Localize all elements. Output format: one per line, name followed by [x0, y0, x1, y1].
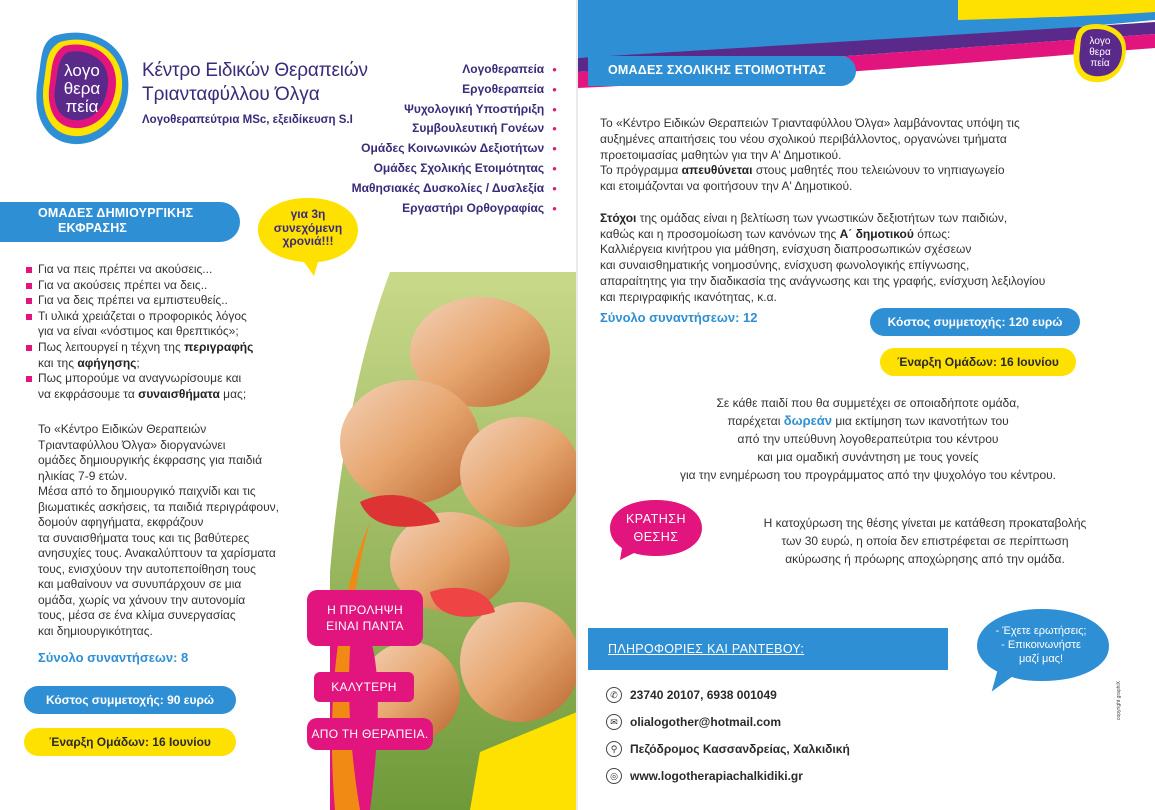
- slogan-bubble-2: [312, 670, 416, 704]
- copyright-note: copyright graphiX: [1116, 681, 1122, 720]
- email-icon: ✉: [606, 714, 622, 730]
- booking-bubble: [608, 498, 704, 562]
- web-icon: ◎: [606, 768, 622, 784]
- free-line: παρέχεται δωρεάν μια εκτίμηση των ικανοτήτων του: [727, 413, 1009, 428]
- bullet-item-cont: για να είναι «νόστιμος και θρεπτικός»;: [38, 324, 239, 339]
- booking-line-1: ΚΡΑΤΗΣΗ: [625, 512, 687, 526]
- creative-expression-banner: [0, 202, 248, 242]
- service-item: Ομάδες Σχολικής Ετοιμότητας ●: [352, 159, 557, 179]
- para1-line: ομάδες δημιουργικής έκφρασης για παιδιά: [38, 453, 263, 467]
- para2-line: τα συναισθήματα τους και τις βαθύτερες: [38, 530, 250, 545]
- logo-line-3: πεία: [65, 97, 99, 116]
- goals-list-line: και συναισθηματικής νοημοσύνης, ενίσχυση φωνολογικής επίγνωσης,: [600, 258, 970, 273]
- slogan-2: ΚΑΛΥΤΕΡΗ: [331, 680, 397, 694]
- contact-address: [606, 738, 850, 760]
- banner-line-2: ΕΚΦΡΑΣΗΣ: [58, 221, 128, 235]
- goals-line-2: καθώς και η προσομοίωση των κανόνων της Α΄ δημοτικού όπως:: [600, 226, 951, 241]
- center-name: [142, 60, 368, 126]
- right-page: [578, 0, 1155, 810]
- booking-line-2: ΘΕΣΗΣ: [633, 530, 679, 544]
- para2-line: ομάδα, χωρίς να χάνουν την αυτονομία: [38, 592, 246, 607]
- bullet-item: Για να ακούσεις πρέπει να δεις..: [26, 278, 253, 294]
- contact-email[interactable]: [606, 711, 850, 733]
- booking-text-line: ακύρωσης ή πρόωρης αποχώρησης από την ομάδα.: [785, 552, 1065, 566]
- contact-website-text: www.logotherapiachalkidiki.gr: [630, 769, 803, 783]
- free-assessment-text: [618, 394, 1118, 484]
- logo: [34, 30, 130, 148]
- logo-line-2: θερα: [63, 79, 101, 98]
- para2-line: τους, ενισχύουν την αυτοπεποίθηση τους: [38, 561, 256, 576]
- questions-bubble: [974, 606, 1114, 698]
- info-banner-title: ΠΛΗΡΟΦΟΡΙΕΣ ΚΑΙ ΡΑΝΤΕΒΟΥ:: [608, 642, 805, 656]
- center-subtitle: Λογοθεραπεύτρια MSc, εξειδίκευση S.I: [142, 114, 353, 126]
- questions-line-2: - Επικοινωνήστε: [1001, 639, 1081, 651]
- para2-line: και μαθαίνουν να συνυπάρχουν σε μια: [38, 577, 242, 591]
- target-line: Το πρόγραμμα απευθύνεται στους μαθητές που τελειώνουν το νηπιαγωγείο: [600, 163, 1005, 178]
- slogan-1-line-2: ΕΙΝΑΙ ΠΑΝΤΑ: [326, 619, 404, 633]
- total-meetings-left: Σύνολο συναντήσεων: 8: [38, 650, 189, 665]
- contact-website[interactable]: [606, 765, 850, 787]
- bullet-item: Τι υλικά χρειάζεται ο προφορικός λόγος: [26, 309, 253, 325]
- booking-text-line: των 30 ευρώ, η οποία δεν επιστρέφεται σε περίπτωση: [781, 534, 1069, 548]
- left-page: [0, 0, 577, 810]
- para1-line: ηλικίας 7-9 ετών.: [38, 468, 128, 483]
- banner-line-1: ΟΜΑΔΕΣ ΔΗΜΙΟΥΡΓΙΚΗΣ: [38, 206, 194, 220]
- goals-list-line: απαραίτητης για την διαδικασία της ανάγνωσης και της γραφής, ενίσχυση λεξιλογίου: [600, 273, 1046, 288]
- third-year-bubble: [256, 196, 360, 278]
- bullet-item: Για να δεις πρέπει να εμπιστευθείς..: [26, 293, 253, 309]
- booking-text-line: Η κατοχύρωση της θέσης γίνεται με κατάθεση προκαταβολής: [763, 516, 1087, 530]
- center-name-line-1: Κέντρο Ειδικών Θεραπειών: [142, 60, 368, 81]
- questions-line-1: - Έχετε ερωτήσεις;: [995, 625, 1087, 637]
- slogan-bubble-1: [305, 588, 425, 650]
- info-banner: [588, 628, 948, 670]
- goals-line: Στόχοι της ομάδας είναι η βελτίωση των γνωστικών δεξιοτήτων των παιδιών,: [600, 210, 1008, 225]
- intro-line: αυξημένες απαιτήσεις του νέου σχολικού περιβάλλοντος, οργανώνει τμήματα: [600, 131, 1007, 146]
- service-item: Εργαστήρι Ορθογραφίας ●: [352, 199, 557, 219]
- slogan-1-line-1: Η ΠΡΟΛΗΨΗ: [327, 603, 403, 617]
- contact-phone-text: 23740 20107, 6938 001049: [630, 688, 777, 702]
- phone-icon: ✆: [606, 687, 622, 703]
- free-line: Σε κάθε παιδί που θα συμμετέχει σε οποιαδήποτε ομάδα,: [716, 396, 1020, 410]
- service-item: Ομάδες Κοινωνικών Δεξιοτήτων ●: [352, 139, 557, 159]
- cost-pill-left: Κόστος συμμετοχής: 90 ευρώ: [24, 686, 236, 714]
- bullet-item: Πως μπορούμε να αναγνωρίσουμε και: [26, 371, 253, 387]
- bullet-item: Για να πεις πρέπει να ακούσεις...: [26, 262, 253, 278]
- contact-list: [606, 684, 850, 792]
- bullet-item-cont: και της αφήγησης;: [38, 355, 140, 370]
- contact-address-text: Πεζόδρομος Κασσανδρείας, Χαλκιδική: [630, 742, 850, 756]
- para1-line: Τριανταφύλλου Όλγα» διοργανώνει: [38, 437, 226, 452]
- para2-line: Μέσα από το δημιουργικό παιχνίδι και τις: [38, 484, 256, 498]
- para2-line: και δημιουργικότητας.: [38, 623, 153, 638]
- bubble-line-3: χρονιά!!!: [282, 234, 334, 248]
- bubble-line-1: για 3η: [290, 207, 326, 221]
- goals-list-line: και περιγραφικής ικανότητας, κ.α.: [600, 289, 777, 304]
- location-icon: ⚲: [606, 741, 622, 757]
- total-meetings-right: Σύνολο συναντήσεων: 12: [600, 310, 758, 325]
- school-readiness-banner: [588, 56, 856, 86]
- free-line: για την ενημέρωση του προγράμματος από την ψυχολόγο του κέντρου.: [679, 468, 1057, 482]
- cost-pill-right: Κόστος συμμετοχής: 120 ευρώ: [870, 308, 1080, 336]
- contact-phone[interactable]: [606, 684, 850, 706]
- services-list: [352, 60, 557, 218]
- start-pill-right: Έναρξη Ομάδων: 16 Ιουνίου: [880, 348, 1076, 376]
- booking-text: [730, 514, 1120, 568]
- logo-line-1: λογο: [64, 61, 100, 80]
- free-line: από την υπεύθυνη λογοθεραπεύτρια του κέντρου: [737, 432, 999, 446]
- center-name-line-2: Τριανταφύλλου Όλγα: [142, 84, 320, 105]
- school-readiness-text: [600, 116, 1130, 306]
- logo-small: [1072, 22, 1128, 84]
- slogan-bubble-3: [305, 714, 435, 754]
- intro-line: Το «Κέντρο Ειδικών Θεραπειών Τριανταφύλλου Όλγα» λαμβάνοντας υπόψη τις: [600, 116, 1020, 130]
- service-item: Λογοθεραπεία ●: [352, 60, 557, 80]
- para2-line: ανησυχίες τους. Ανακαλύπτουν τα χαρίσματα: [38, 546, 276, 560]
- slogan-3: ΑΠΟ ΤΗ ΘΕΡΑΠΕΙΑ.: [311, 727, 429, 741]
- bubble-line-2: συνεχόμενη: [273, 220, 343, 235]
- small-logo-line-1: λογο: [1089, 36, 1111, 47]
- goals-list-line: Καλλιέργεια κινήτρου για μάθηση, ενίσχυση διαπροσωπικών σχέσεων: [600, 242, 972, 257]
- service-item: Μαθησιακές Δυσκολίες / Δυσλεξία ●: [352, 179, 557, 199]
- start-pill-left: Έναρξη Ομάδων: 16 Ιουνίου: [24, 728, 236, 756]
- questions-line-3: μαζί μας!: [1018, 653, 1064, 665]
- target-line-2: και ετοιμάζονται να φοιτήσουν την Α' Δημοτικού.: [600, 179, 853, 194]
- bullet-item: Πως λειτουργεί η τέχνη της περιγραφής: [26, 340, 253, 356]
- para2-line: βιωματικές ασκήσεις, τα παιδιά περιγράφουν,: [38, 499, 279, 514]
- school-readiness-title: ΟΜΑΔΕΣ ΣΧΟΛΙΚΗΣ ΕΤΟΙΜΟΤΗΤΑΣ: [608, 63, 826, 77]
- small-logo-line-3: πεία: [1090, 58, 1110, 69]
- free-line: και μια ομαδική συνάντηση με τους γονείς: [757, 450, 979, 464]
- small-logo-line-2: θερα: [1089, 47, 1111, 58]
- para2-line: τους, μέσα σε ένα κλίμα συνεργασίας: [38, 608, 236, 622]
- service-item: Συμβουλευτική Γονέων ●: [352, 119, 557, 139]
- para2-line: δομούν αφηγήματα, εκφράζουν: [38, 515, 204, 529]
- service-item: Εργοθεραπεία ●: [352, 80, 557, 100]
- contact-email-text: olialogother@hotmail.com: [630, 715, 782, 729]
- para1-line: Το «Κέντρο Ειδικών Θεραπειών: [38, 422, 207, 436]
- bullet-item-cont: να εκφράσουμε τα συναισθήματα μας;: [38, 386, 247, 401]
- intro-line: προετοιμασίας μαθητών για την Α' Δημοτικού.: [600, 147, 842, 162]
- service-item: Ψυχολογική Υποστήριξη ●: [352, 100, 557, 120]
- questions-bullets: [26, 262, 253, 402]
